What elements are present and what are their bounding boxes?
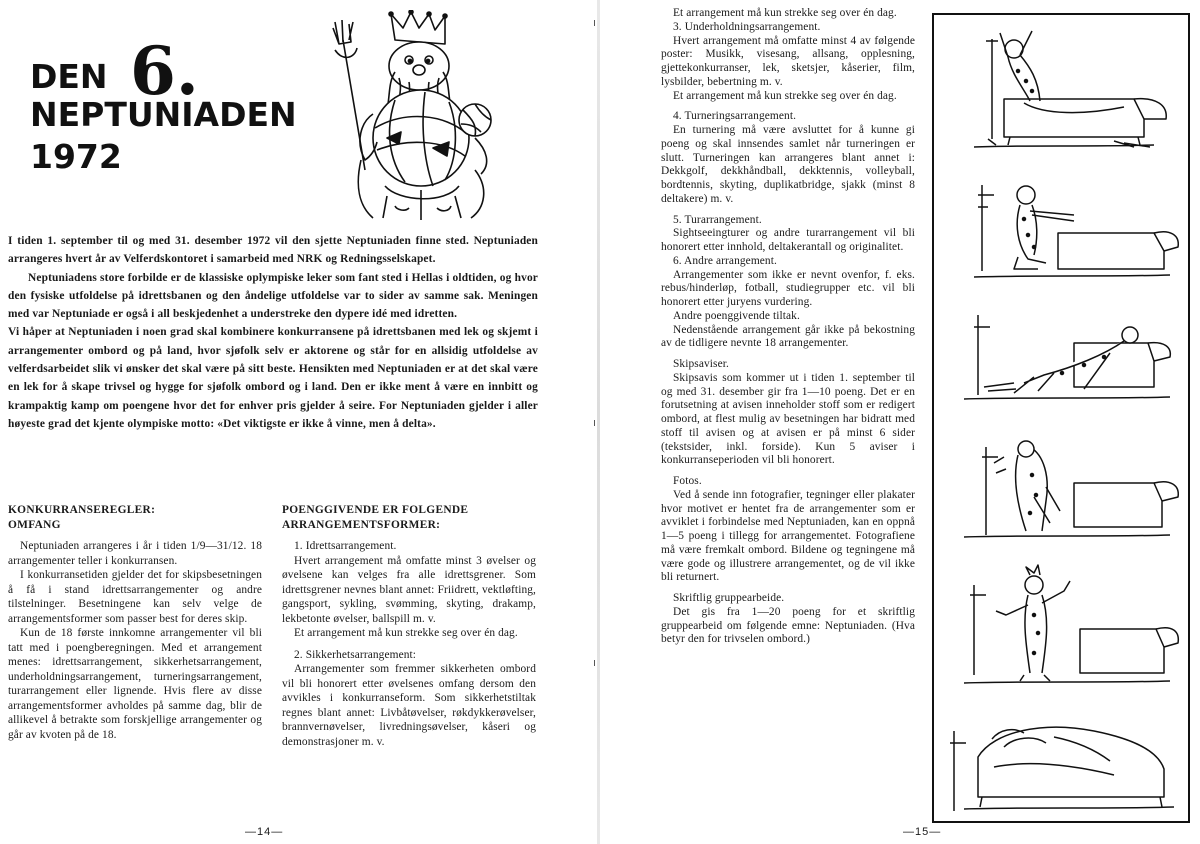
events-heading: POENGGIVENDE ER FOLGENDE ARRANGEMENTSFORMER: [282,504,469,531]
section-paragraph: En turnering må være avsluttet for å kunne gi poeng og skal innsendes samlet når turneringen er slutt. Turneringen kan arrangeres blant annet i: Dekkgolf, dekkhåndball, dekktennis, volleyball, bordtennis, skyting, duplikatbridge, sjakk (minst 8 deltakere) m. v. [661,124,915,205]
tired-standing-icon [934,563,1188,695]
section-title: Fotos. [673,475,702,487]
crawling-exercise-icon [934,291,1188,423]
section-paragraph: Skipsavis som kommer ut i tiden 1. september til og med 31. desember gir fra 1—10 poeng. Det er en forutsetning at avisen inneholder stoff som er redigert ombord, at flest mulig av besetningen har bidratt med stoff til avisen og at avisen er på minst 6 sider (tekstsider, inkl. forside). Kun 5 aviser i konkurranseperioden vil bli honorert. [661,371,915,467]
page-number-left: —14— [245,826,284,838]
rules-heading: KONKURRANSEREGLER: [8,504,156,516]
column-events [282,503,536,749]
section-title: 6. Andre arrangement. [673,254,777,267]
section-paragraph: Det gis fra 1—20 poeng for et skriftlig gruppearbeid om følgende emne: Neptuniaden. (Hva betyr den for trivselen ombord.) [661,605,915,646]
intro-paragraph: Neptuniadens store forbilde er de klassiske oplympiske leker som fant sted i Hellas i oldtiden, og hvor den fysiske utfoldelse på idrettsbanen og den åndelige utfoldelse var to sider av samme sak. Meningen med var Neptuniade er også i all beskjedenhet a understreke den dypere idé med idretten. [8,271,538,321]
section-paragraph: Hvert arrangement må omfatte minst 3 øvelser og øvelsene kan velges fra alle idrettsgrener. Som idrettsgrener nevnes blant annet: Friidrett, vektløfting, gangsport, sykling, svømming, skyting, drakamp, lekbetonte øvelser, ballspill m. v. [282,554,536,625]
intro-paragraph: Vi håper at Neptuniaden i noen grad skal kombinere konkurransene på idrettsbanen med lek og skjemt i arrangementer ombord og på land, hvor sjøfolk selv er aktorene og står for en allsidig utfoldelse av velferdsarbeidet slik vi ønsker det skal være på sitt beste. Hensikten med Neptuniaden er at det skal være en lek for å skape trivsel og hygge for sjøfolk ombord og i land. Den er ikke ment å være en innbitt og krampaktig kamp om poengene hvor det for enhver pris gjelder å seire. For Neptuniaden gjelder i aller høyeste grad det kjente olympiske motto: «Det viktigste er ikke å vinne, men å delta». [8,326,538,430]
section-title: 2. Sikkerhetsarrangement: [294,648,417,661]
section-title: Skipsaviser. [673,358,729,370]
gutter-mark [594,20,601,26]
title-year: 1972 [30,137,122,176]
section-paragraph: Et arrangement må kun strekke seg over én dag. [294,627,518,639]
section-paragraph: Nedenstående arrangement går ikke på bekostning av de tidligere nevnte 18 arrangementer. [661,323,915,350]
section-paragraph: Sightseeingturer og andre turarrangement vil bli honorert etter innhold, deltakerantall og originalitet. [661,227,915,253]
section-paragraph: Et arrangement må kun strekke seg over én dag. [673,89,897,102]
scope-heading: OMFANG [8,518,61,531]
rules-paragraph: Neptuniaden arrangeres i år i tiden 1/9—31/12. 18 arrangementer teller i konkurransen. [8,540,262,567]
section-title: 5. Turarrangement. [673,213,762,226]
section-title: 4. Turneringsarrangement. [673,110,797,123]
stretching-in-bed-icon [934,19,1188,151]
rules-paragraph: I konkurransetiden gjelder det for skipsbesetningen å få i stand idrettsarrangementer og andre tilstelninger. Besetningene kan selv velge de arrangementsformer som passer best for deres skip. [8,569,262,625]
section-paragraph: Arrangementer som ikke er nevnt ovenfor, f. eks. rebus/hinderløp, fotball, studiegrupper etc. vil bli honorert etter juryens vurdering. [661,268,915,308]
kneeling-by-bed-icon [934,155,1188,287]
title-name: NEPTUNIADEN [30,95,297,134]
gutter-mark [594,420,601,426]
intro-paragraph: I tiden 1. september til og med 31. desember 1972 vil den sjette Neptuniaden finne sted. Neptuniaden arrangeres hvert år av Velferdskontoret i samarbeid med NRK og Redningsselskapet. [8,235,538,266]
comic-strip [932,13,1190,823]
section-paragraph: Hvert arrangement må omfatte minst 4 av følgende poster: Musikk, visesang, allsang, opplesning, gjettekonkurranser, lek, sketsjer, kåserier, film, lysbilder, bebertning m. v. [661,34,915,88]
sleeping-under-blanket-icon [934,691,1188,823]
section-paragraph: Et arrangement må kun strekke seg over én dag. [673,7,897,19]
neptune-king-icon [325,10,517,222]
rules-paragraph: Kun de 18 første innkomne arrangementer vil bli tatt med i poengberegningen. Med et arrangement menes: idrettsarrangement, sikkerhetsarrangement, underholdningsarrangement, turneringsarrangement, turarrangement eller lignende. Hvis flere av disse arrangementsformer avholdes på samme dag, blir de allikevel å betrakte som forskjellige arrangementer og går av kvoten på de 18. [8,627,262,741]
section-title: 1. Idrettsarrangement. [294,540,397,552]
column-continued [661,7,915,647]
column-rules [8,503,262,742]
page-number-right: —15— [903,826,942,838]
section-paragraph: Ved å sende inn fotografier, tegninger eller plakater hvor motivet er hentet fra de arrangementer som er avviklet i forbindelse med Neptuniaden, kan en oppnå 1—5 poeng i tillegg for arrangementet. Fotografiene må være fremkalt ombord. Bildene og tegningene må være gode og illustrere arrangementet, og de vil ikke bli returnert. [661,488,915,584]
bending-exercise-icon [934,427,1188,559]
section-paragraph: Andre poenggivende tiltak. [673,309,800,322]
section-title: Skriftlig gruppearbeide. [673,592,785,604]
title-number: 6. [130,32,199,110]
section-title: 3. Underholdningsarrangement. [673,20,821,33]
title-den: DEN [30,57,108,96]
gutter-mark [594,660,601,666]
section-paragraph: Arrangementer som fremmer sikkerheten ombord vil bli honorert etter øvelsenes omfang dersom den avvikles i konkurranseform. Som sikkerhetstiltak regnes blant annet: Livbåtøvelser, røkdykkerøvelser, brannvernøvelser, livredningsøvelser, kåseri og demonstrasjoner m. v. [282,663,536,748]
intro-text [8,232,538,433]
